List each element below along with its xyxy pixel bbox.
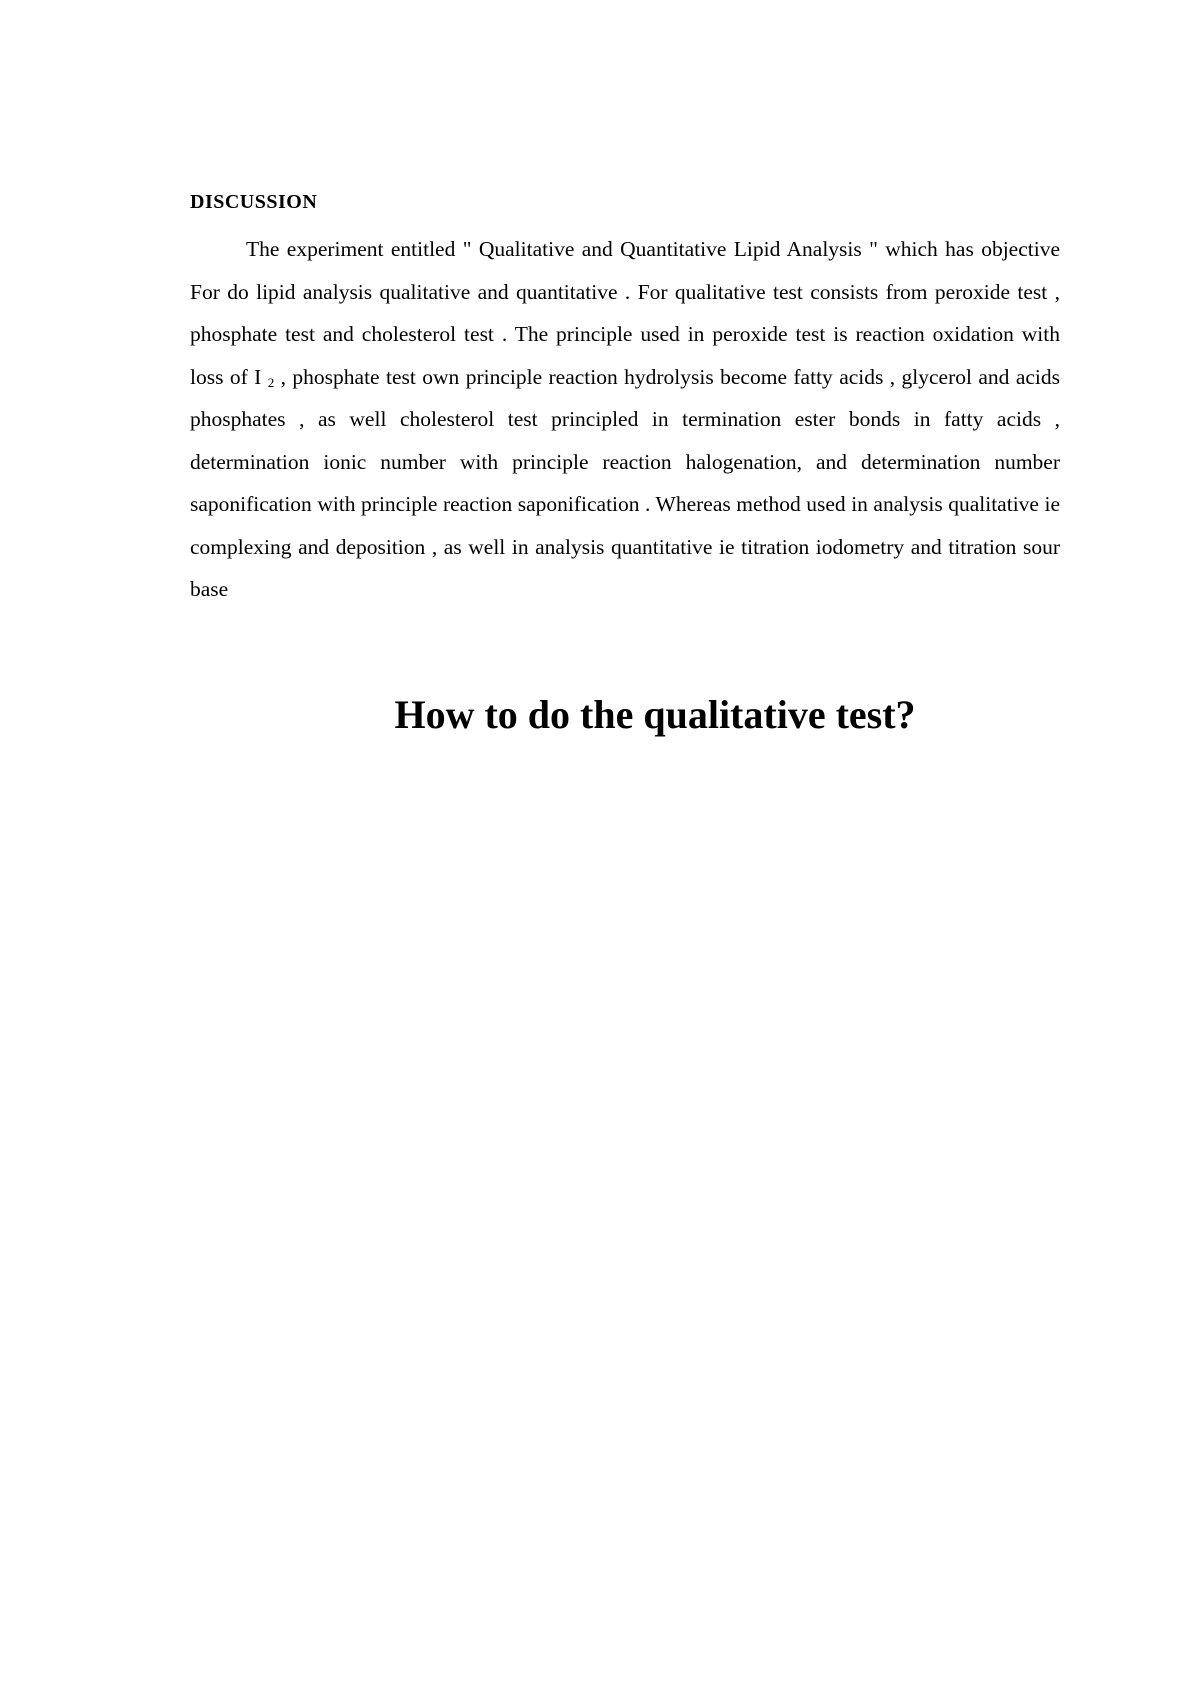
section-heading: DISCUSSION xyxy=(190,191,318,213)
paragraph-text-start: The experiment entitled " Qualitative and Quantitative Lipid Analysis " which has objective For do lipid analysis qualitative and quantitative . For qualitative test consists from peroxide test , phosphate test and cholesterol test . The principle used in peroxide test is reaction oxidation with loss of I xyxy=(190,237,1060,389)
question-heading: How to do the qualitative test? xyxy=(394,692,916,737)
iodine-subscript: 2 xyxy=(267,374,275,390)
discussion-paragraph xyxy=(190,228,1060,611)
paragraph-text-end: , phosphate test own principle reaction hydrolysis become fatty acids , glycerol and acids phosphates , as well cholesterol test principled in termination ester bonds in fatty acids , determination ionic number with principle reaction halogenation, and determination number saponification with principle reaction saponification . Whereas method used in analysis qualitative ie complexing and deposition , as well in analysis quantitative ie titration iodometry and titration sour base xyxy=(190,364,1061,601)
